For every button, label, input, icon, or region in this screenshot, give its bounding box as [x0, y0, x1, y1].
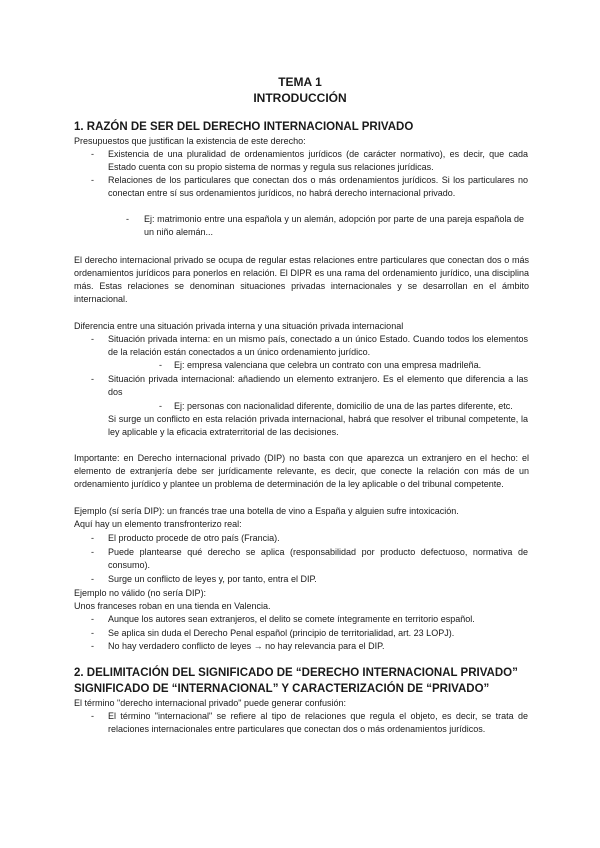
section-1-intro: Presupuestos que justifican la existencia de este derecho: — [74, 136, 306, 146]
bullet-marker: - — [91, 547, 94, 557]
bullet-no-conflicto: No hay verdadero conflicto de leyes → no hay relevancia para el DIP. — [108, 641, 385, 651]
bullet-marker: - — [91, 175, 94, 185]
bullet-marker: - — [126, 214, 129, 224]
bullet-marker: - — [159, 401, 162, 411]
ejemplo-si-dip: Ejemplo (sí sería DIP): un francés trae una botella de vino a España y alguien sufre intoxicación. — [74, 506, 459, 516]
bullet-marker: - — [91, 574, 94, 584]
bullet-ejemplo-matrimonio: Ej: matrimonio entre una española y un alemán, adopción por parte de una pareja española de un niño alemán... — [144, 214, 524, 237]
bullet-situacion-internacional: Situación privada internacional: añadiendo un elemento extranjero. Es el elemento que diferencia a las dos — [108, 374, 528, 397]
bullet-derecho-aplicable: Puede plantearse qué derecho se aplica (responsabilidad por producto defectuoso, normativa de consumo). — [108, 547, 528, 570]
bullet-producto-francia: El producto procede de otro país (Francia). — [108, 533, 280, 543]
document-title: TEMA 1 — [278, 75, 322, 89]
section-2-intro: El término "derecho internacional privado" puede generar confusión: — [74, 698, 347, 708]
bullet-autores-extranjeros: Aunque los autores sean extranjeros, el delito se comete íntegramente en territorio español. — [108, 614, 475, 624]
bullet-relaciones: Relaciones de los particulares que conectan dos o más ordenamientos jurídicos. Si los particulares no conectan entre sí sus ordenamientos jurídicos, no habrá derecho internacional privado. — [108, 175, 528, 198]
bullet-termino-internacional: El término "internacional" se refiere al tipo de relaciones que regula el objeto, es decir, se trata de relaciones internacionales entre particulares que conectan dos o más ordenamientos jurídicos. — [108, 711, 528, 734]
bullet-marker: - — [91, 628, 94, 638]
bullet-marker: - — [91, 149, 94, 159]
document-subtitle: INTRODUCCIÓN — [253, 91, 347, 105]
ejemplo-no-dip: Ejemplo no válido (no sería DIP): — [74, 588, 207, 598]
bullet-ejemplo-valenciana: Ej: empresa valenciana que celebra un contrato con una empresa madrileña. — [174, 360, 482, 370]
paragraph-importante: Importante: en Derecho internacional privado (DIP) no basta con que aparezca un extranjero en el hecho: el elemento de extranjería debe ser jurídicamente relevante, es decir, que conecte la relación con más de un ordenamiento jurídico y plantee un problema de determinación de la ley aplicable o del tribunal competente. — [74, 453, 529, 489]
bullet-marker: - — [91, 334, 94, 344]
elemento-transfronterizo: Aquí hay un elemento transfronterizo real: — [74, 519, 242, 529]
bullet-marker: - — [91, 614, 94, 624]
paragraph-dipr: El derecho internacional privado se ocupa de regular estas relaciones entre particulares que conectan dos o más ordenamientos jurídicos para ponerlos en relación. El DIPR es una rama del ordenamiento jurídico, una disciplina más. Estas relaciones se denominan situaciones privadas internacionales y se desarrollan en el ámbito internacional. — [74, 255, 529, 304]
bullet-marker: - — [91, 641, 94, 651]
section-2-heading-line-2: SIGNIFICADO DE “INTERNACIONAL” Y CARACTERIZACIÓN DE “PRIVADO” — [74, 683, 490, 695]
bullet-marker: - — [91, 711, 94, 721]
bullet-ejemplo-nacionalidad: Ej: personas con nacionalidad diferente, domicilio de una de las partes diferente, etc. — [174, 401, 513, 411]
bullet-marker: - — [91, 533, 94, 543]
diferencia-title: Diferencia entre una situación privada interna y una situación privada internacional — [74, 321, 404, 331]
paragraph-conflicto: Si surge un conflicto en esta relación privada internacional, habrá que resolver el tribunal competente, la ley aplicable y la eficacia extraterritorial de las decisiones. — [108, 414, 528, 437]
section-2-heading-line-1: 2. DELIMITACIÓN DEL SIGNIFICADO DE “DERECHO INTERNACIONAL PRIVADO” — [74, 667, 518, 679]
ejemplo-robo-valencia: Unos franceses roban en una tienda en Valencia. — [74, 601, 271, 611]
bullet-conflicto-leyes: Surge un conflicto de leyes y, por tanto, entra el DIP. — [108, 574, 317, 584]
bullet-derecho-penal: Se aplica sin duda el Derecho Penal español (principio de territorialidad, art. 23 LOPJ). — [108, 628, 455, 638]
bullet-pluralidad: Existencia de una pluralidad de ordenamientos jurídicos (de carácter normativo), es decir, que cada Estado cuenta con su propio sistema de normas y regula sus relaciones jurídicas. — [108, 149, 528, 172]
bullet-marker: - — [159, 360, 162, 370]
bullet-marker: - — [91, 374, 94, 384]
section-1-heading: 1. RAZÓN DE SER DEL DERECHO INTERNACIONAL PRIVADO — [74, 121, 414, 133]
bullet-situacion-interna: Situación privada interna: en un mismo país, conectado a un único Estado. Cuando todos los elementos de la relación están conectados a un único ordenamiento jurídico. — [108, 334, 528, 357]
